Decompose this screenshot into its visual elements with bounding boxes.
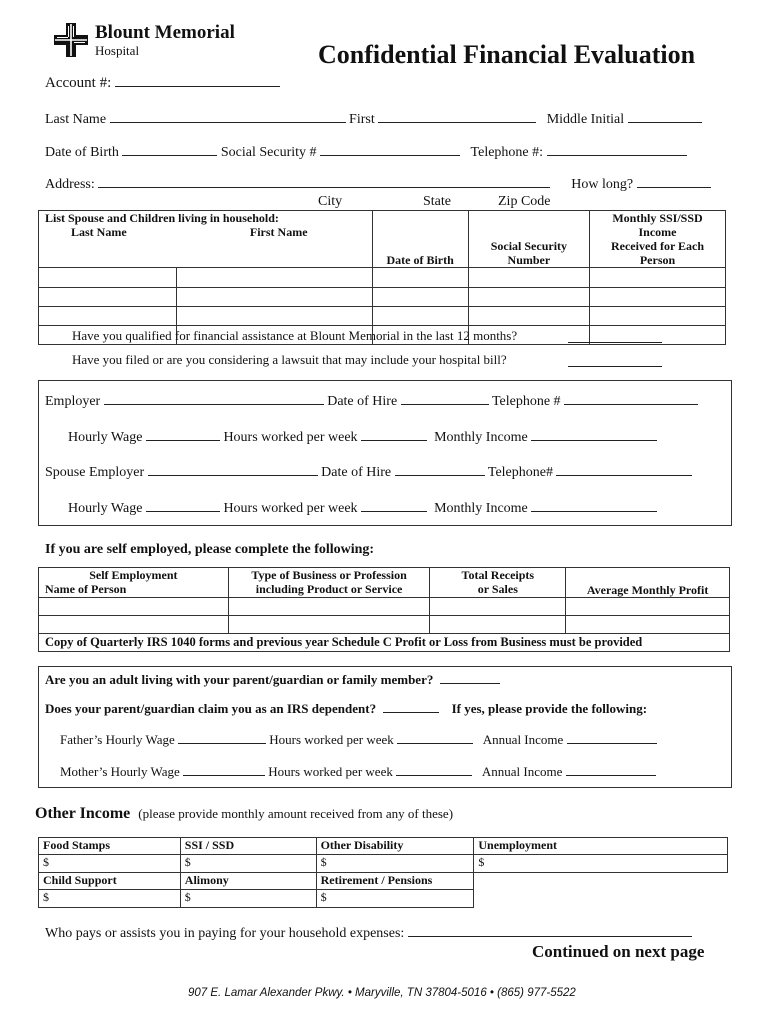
- monthly-income-field[interactable]: [531, 428, 657, 441]
- footer-city: Maryville, TN 37804-5016: [355, 987, 487, 999]
- logo-subtitle: Hospital: [95, 43, 140, 58]
- se-col-receipts-line2: or Sales: [477, 582, 518, 596]
- footer-bullet-1: •: [347, 987, 352, 999]
- spouse-monthly-income-label: Monthly Income: [434, 501, 528, 516]
- mother-annual-label: Annual Income: [481, 764, 563, 779]
- household-table: [38, 210, 726, 345]
- hours-per-week-label: Hours worked per week: [223, 430, 358, 445]
- mother-wage-field[interactable]: [183, 763, 265, 776]
- mother-hours-field[interactable]: [396, 763, 472, 776]
- dob-field[interactable]: [122, 143, 217, 156]
- telephone-label: Telephone #:: [470, 145, 544, 160]
- alimony-amount[interactable]: $: [180, 890, 316, 908]
- spouse-employer-field[interactable]: [148, 463, 318, 476]
- address-field[interactable]: [98, 175, 550, 188]
- household-header-text: List Spouse and Children living in household:: [45, 211, 279, 225]
- address-label: Address:: [45, 177, 95, 192]
- monthly-income-label: Monthly Income: [434, 430, 528, 445]
- se-col-profit: Average Monthly Profit: [566, 568, 730, 598]
- col-first-name: First Name: [249, 225, 308, 239]
- se-col-name-line1: Self Employment: [89, 568, 178, 582]
- mother-wage-label: Mother’s Hourly Wage: [60, 764, 180, 779]
- last-name-field[interactable]: [110, 110, 346, 123]
- father-wage-field[interactable]: [178, 731, 266, 744]
- table-row[interactable]: [39, 598, 730, 616]
- spouse-date-of-hire-field[interactable]: [395, 463, 485, 476]
- ssn-field[interactable]: [320, 143, 460, 156]
- logo-name: Blount Memorial: [95, 22, 235, 43]
- household-header-cell: [39, 211, 373, 268]
- question-lawsuit: Have you filed or are you considering a lawsuit that may include your hospital bill?: [72, 352, 507, 367]
- dependent-question-living: Are you an adult living with your parent/guardian or family member?: [45, 672, 434, 687]
- account-field[interactable]: [115, 74, 280, 87]
- state-label: State: [423, 194, 451, 209]
- spouse-hours-field[interactable]: [361, 499, 427, 512]
- father-annual-field[interactable]: [567, 731, 657, 744]
- col-dob: Date of Birth: [372, 211, 468, 268]
- spouse-telephone-label: Telephone#: [487, 465, 553, 480]
- hours-per-week-field[interactable]: [361, 428, 427, 441]
- spouse-hours-label: Hours worked per week: [223, 501, 358, 516]
- table-row[interactable]: [39, 616, 730, 634]
- who-pays-field[interactable]: [408, 924, 692, 937]
- col-last-name: Last Name: [71, 225, 127, 239]
- father-wage-label: Father’s Hourly Wage: [60, 732, 175, 747]
- unemployment-amount[interactable]: $: [474, 855, 728, 873]
- zip-label: Zip Code: [498, 194, 551, 209]
- spouse-telephone-field[interactable]: [556, 463, 692, 476]
- dependent-living-field[interactable]: [440, 671, 500, 684]
- other-income-table: [38, 837, 728, 908]
- irs-forms-note: Copy of Quarterly IRS 1040 forms and previous year Schedule C Profit or Loss from Business must be provided: [39, 634, 730, 652]
- self-employment-table: [38, 567, 730, 652]
- hourly-wage-label: Hourly Wage: [68, 430, 143, 445]
- col-income-cell: [590, 211, 726, 268]
- se-col-type-line1: Type of Business or Profession: [251, 568, 407, 582]
- mother-hours-label: Hours worked per week: [268, 764, 393, 779]
- continued-note: Continued on next page: [532, 942, 705, 961]
- footer-address: 907 E. Lamar Alexander Pkwy.: [188, 987, 345, 999]
- assistance-answer-field[interactable]: [568, 330, 662, 343]
- employer-telephone-label: Telephone #: [491, 394, 561, 409]
- page-title: Confidential Financial Evaluation: [318, 40, 696, 69]
- self-employed-heading: If you are self employed, please complete the following:: [45, 542, 375, 557]
- table-row[interactable]: [39, 288, 726, 307]
- other-disability-label: Other Disability: [316, 838, 474, 855]
- food-stamps-label: Food Stamps: [39, 838, 181, 855]
- table-row[interactable]: [39, 307, 726, 326]
- other-income-heading: Other Income: [35, 805, 131, 822]
- father-hours-label: Hours worked per week: [269, 732, 394, 747]
- employer-label: Employer: [45, 394, 101, 409]
- dob-label: Date of Birth: [45, 145, 119, 160]
- other-disability-amount[interactable]: $: [316, 855, 474, 873]
- telephone-field[interactable]: [547, 143, 687, 156]
- se-col-name-line2: Name of Person: [45, 582, 127, 596]
- retirement-amount[interactable]: $: [316, 890, 474, 908]
- hourly-wage-field[interactable]: [146, 428, 220, 441]
- footer-phone: (865) 977-5522: [497, 987, 576, 999]
- se-col-type-line2: including Product or Service: [255, 582, 403, 596]
- spouse-hourly-wage-field[interactable]: [146, 499, 220, 512]
- first-name-label: First: [349, 112, 375, 127]
- col-income-line1: Monthly SSI/SSD Income: [612, 211, 703, 239]
- unemployment-label: Unemployment: [474, 838, 728, 855]
- alimony-label: Alimony: [180, 873, 316, 890]
- spouse-monthly-income-field[interactable]: [531, 499, 657, 512]
- se-col-name: [39, 568, 229, 598]
- col-income-line2: Received for Each Person: [610, 239, 705, 267]
- last-name-label: Last Name: [45, 112, 107, 127]
- col-ssn: Social Security Number: [468, 211, 589, 268]
- city-label: City: [318, 194, 343, 209]
- dependent-if-yes: If yes, please provide the following:: [451, 701, 648, 716]
- child-support-label: Child Support: [39, 873, 181, 890]
- mother-annual-field[interactable]: [566, 763, 656, 776]
- spouse-employer-label: Spouse Employer: [45, 465, 145, 480]
- se-col-type: [228, 568, 430, 598]
- employer-field[interactable]: [104, 392, 324, 405]
- other-income-subtitle: (please provide monthly amount received from any of these): [138, 806, 454, 821]
- question-assistance: Have you qualified for financial assistance at Blount Memorial in the last 12 months?: [72, 328, 518, 343]
- spouse-hourly-wage-label: Hourly Wage: [68, 501, 143, 516]
- employer-telephone-field[interactable]: [564, 392, 698, 405]
- who-pays-label: Who pays or assists you in paying for your household expenses:: [45, 926, 405, 941]
- ssn-label: Social Security #: [220, 145, 317, 160]
- se-col-receipts: [430, 568, 566, 598]
- middle-initial-field[interactable]: [628, 110, 702, 123]
- dependent-irs-field[interactable]: [383, 700, 439, 713]
- lawsuit-answer-field[interactable]: [568, 354, 662, 367]
- hospital-cross-logo-icon: [53, 22, 89, 58]
- first-name-field[interactable]: [378, 110, 536, 123]
- account-label: Account #:: [45, 75, 112, 91]
- middle-initial-label: Middle Initial: [546, 112, 625, 127]
- date-of-hire-field[interactable]: [401, 392, 489, 405]
- spouse-date-of-hire-label: Date of Hire: [321, 465, 392, 480]
- se-col-receipts-line1: Total Receipts: [461, 568, 535, 582]
- ssi-label: SSI / SSD: [180, 838, 316, 855]
- how-long-label: How long?: [571, 177, 634, 192]
- table-row[interactable]: [39, 268, 726, 288]
- how-long-field[interactable]: [637, 175, 711, 188]
- dependent-question-irs: Does your parent/guardian claim you as an IRS dependent?: [45, 701, 377, 716]
- father-annual-label: Annual Income: [482, 732, 564, 747]
- date-of-hire-label: Date of Hire: [327, 394, 398, 409]
- ssi-amount[interactable]: $: [180, 855, 316, 873]
- child-support-amount[interactable]: $: [39, 890, 181, 908]
- retirement-label: Retirement / Pensions: [316, 873, 474, 890]
- food-stamps-amount[interactable]: $: [39, 855, 181, 873]
- footer-bullet-2: •: [489, 987, 494, 999]
- father-hours-field[interactable]: [397, 731, 473, 744]
